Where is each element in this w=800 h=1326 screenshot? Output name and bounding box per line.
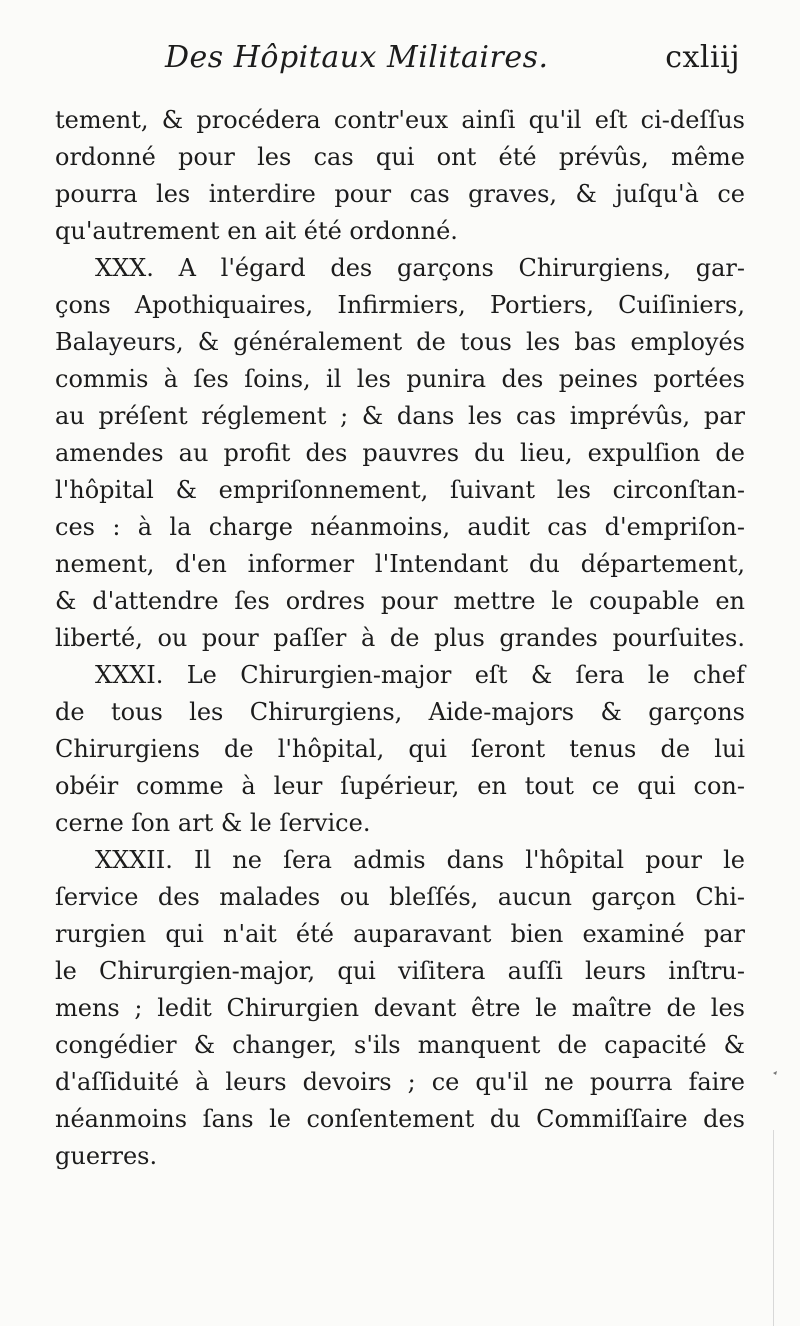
text-line: cerne ſon art & le ſervice.: [55, 809, 371, 837]
text-line: guerres.: [55, 1142, 158, 1170]
article-xxx-start: XXX. A l'égard des garçons Chirurgiens, gar-: [95, 254, 745, 282]
text-line: amendes au profit des pauvres du lieu, expulſion de: [55, 439, 745, 467]
text-line: de tous les Chirurgiens, Aide-majors & garçons: [55, 698, 745, 726]
margin-mark-icon: [772, 1070, 778, 1076]
text-line: & d'attendre ſes ordres pour mettre le coupable en: [55, 587, 745, 615]
text-line: liberté, ou pour paſſer à de plus grandes pourſuites.: [55, 624, 745, 652]
text-line: tement, & procédera contr'eux ainſi qu'il eſt ci-deſſus: [55, 106, 745, 134]
text-line: obéir comme à leur ſupérieur, en tout ce qui con-: [55, 772, 745, 800]
text-line: nement, d'en informer l'Intendant du département,: [55, 550, 745, 578]
page-header: [165, 40, 740, 90]
text-line: Chirurgiens de l'hôpital, qui ſeront tenus de lui: [55, 735, 745, 763]
text-line: ſervice des malades ou bleſſés, aucun garçon Chi-: [55, 883, 745, 911]
text-line: au préſent réglement ; & dans les cas imprévûs, par: [55, 402, 745, 430]
text-line: l'hôpital & empriſonnement, ſuivant les circonſtan-: [55, 476, 745, 504]
text-line: ces : à la charge néanmoins, audit cas d'empriſon-: [55, 513, 745, 541]
text-line: pourra les interdire pour cas graves, & juſqu'à ce: [55, 180, 745, 208]
text-line: çons Apothiquaires, Infirmiers, Portiers, Cuiſiniers,: [55, 291, 745, 319]
body-text: [55, 102, 745, 1175]
text-line: ordonné pour les cas qui ont été prévûs, même: [55, 143, 745, 171]
text-line: commis à ſes ſoins, il les punira des peines portées: [55, 365, 745, 393]
text-line: Balayeurs, & généralement de tous les bas employés: [55, 328, 745, 356]
text-line: qu'autrement en ait été ordonné.: [55, 217, 458, 245]
article-xxxii-start: XXXII. Il ne ſera admis dans l'hôpital pour le: [95, 846, 745, 874]
page-number: cxliij: [665, 40, 740, 75]
text-line: rurgien qui n'ait été auparavant bien examiné par: [55, 920, 745, 948]
text-line: d'aſſiduité à leurs devoirs ; ce qu'il ne pourra faire: [55, 1068, 745, 1096]
text-line: le Chirurgien-major, qui viſitera auſſi leurs inſtru-: [55, 957, 745, 985]
text-line: congédier & changer, s'ils manquent de capacité &: [55, 1031, 745, 1059]
page-edge-line: [773, 1130, 774, 1326]
article-xxxi-start: XXXI. Le Chirurgien-major eſt & ſera le chef: [95, 661, 745, 689]
text-line: mens ; ledit Chirurgien devant être le maître de les: [55, 994, 745, 1022]
running-title: Des Hôpitaux Militaires.: [165, 40, 549, 75]
text-line: néanmoins ſans le conſentement du Commiſſaire des: [55, 1105, 745, 1133]
